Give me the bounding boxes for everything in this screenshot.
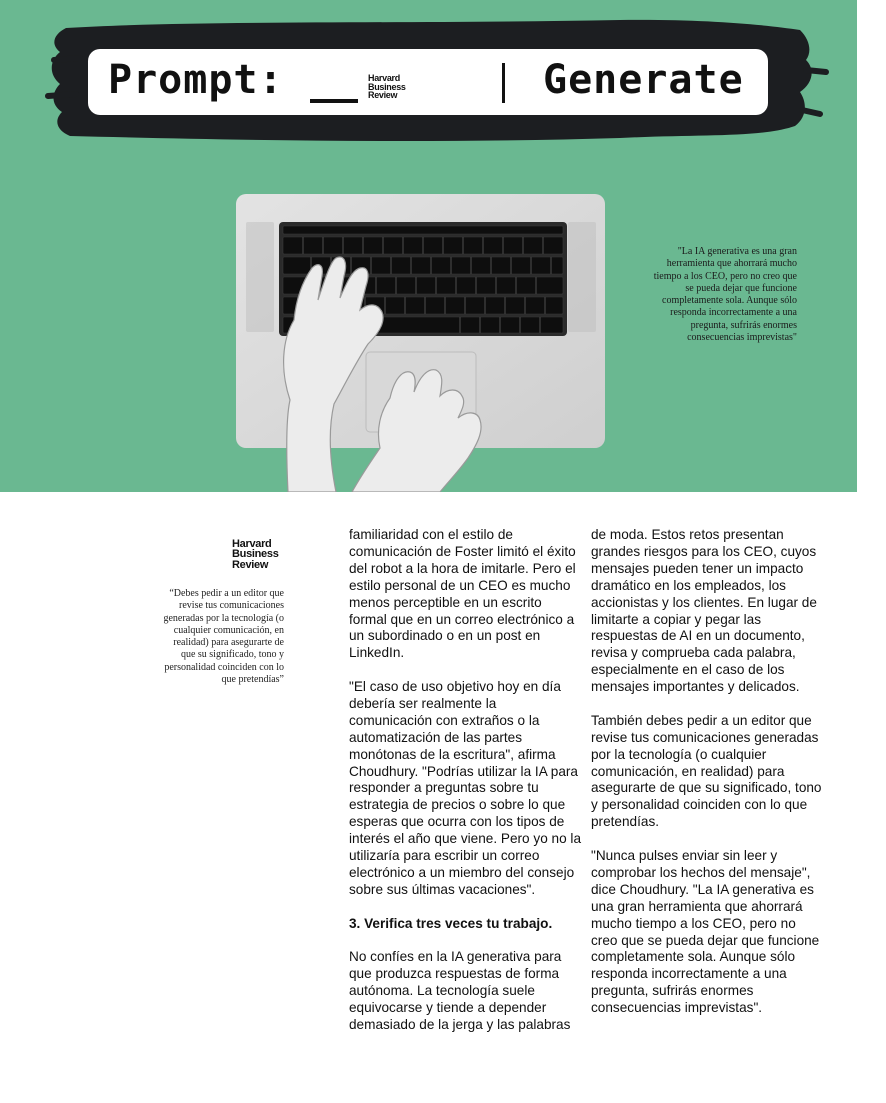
hero-banner bbox=[0, 0, 857, 492]
paragraph: No confíes en la IA generativa para que produzca respuestas de forma autónoma. La tecnología suele equivocarse y tiende a depender demasiado de la jerga y las palabras bbox=[349, 949, 571, 1032]
paragraph: "Nunca pulses enviar sin leer y comprobar los hechos del mensaje", dice Choudhury. "La IA generativa es una gran herramienta que ahorrará mucho tiempo a los CEO, pero no creo que se pueda dejar que funcione completamente sola. Aunque sólo responda incorrectamente a una pregunta, sufrirás enormes consecuencias imprevistas". bbox=[591, 848, 820, 1016]
section-heading: 3. Verifica tres veces tu trabajo. bbox=[349, 915, 553, 931]
sidebar-hbr-logo: Harvard Business Review bbox=[232, 538, 279, 571]
paragraph: "El caso de uso objetivo hoy en día debería ser realmente la comunicación con extraños o la automatización de las partes monótonas de la escritura", afirma Choudhury. "Podrías utilizar la IA para responder a preguntas sobre tu estrategia de precios o sobre lo que esperas que ocurra con los tipos de interés el año que viene. Pero yo no la utilizaría para escribir un correo electrónico a un miembro del consejo sobre sus últimas vacaciones". bbox=[349, 679, 582, 897]
paragraph: familiaridad con el estilo de comunicación de Foster limitó el éxito del robot a la hora de imitarle. Pero el estilo personal de un CEO es mucho menos perceptible en un escrito formal que en un correo electrónico a un subordinado o en un post en LinkedIn. bbox=[349, 527, 576, 661]
prompt-label: Prompt: bbox=[108, 57, 284, 103]
hero-pull-quote: "La IA generativa es una gran herramienta que ahorrará mucho tiempo a los CEO, pero no creo que se pueda dejar que funcione completamente sola. Aunque sólo responda incorrectamente a una pregunta, sufrirás enormes consecuencias imprevistas" bbox=[653, 246, 797, 344]
article-column-2 bbox=[591, 527, 825, 1034]
sidebar-pull-quote: “Debes pedir a un editor que revise tus comunicaciones generadas por la tecnología (o cualquier comunicación, en realidad) para asegurarte de que su significado, tono y personalidad coinciden con lo que pretendías” bbox=[163, 588, 284, 686]
generate-label: Generate bbox=[543, 57, 744, 103]
article-column-1 bbox=[349, 527, 581, 1051]
paragraph: También debes pedir a un editor que revise tus comunicaciones generadas por la tecnología (o cualquier comunicación, en realidad) para asegurarte de que su significado, tono y personalidad coinciden con lo que pretendías. bbox=[591, 712, 822, 830]
hbr-logo: Harvard Business Review bbox=[368, 73, 406, 101]
paragraph: de moda. Estos retos presentan grandes riesgos para los CEO, cuyos mensajes pueden tener un impacto dramático en los empleados, los accionistas y los clientes. En lugar de limitarte a copiar y pegar las respuestas de AI en un documento, revisa y comprueba cada palabra, especialmente en el caso de los mensajes importantes y delicados. bbox=[591, 527, 817, 695]
